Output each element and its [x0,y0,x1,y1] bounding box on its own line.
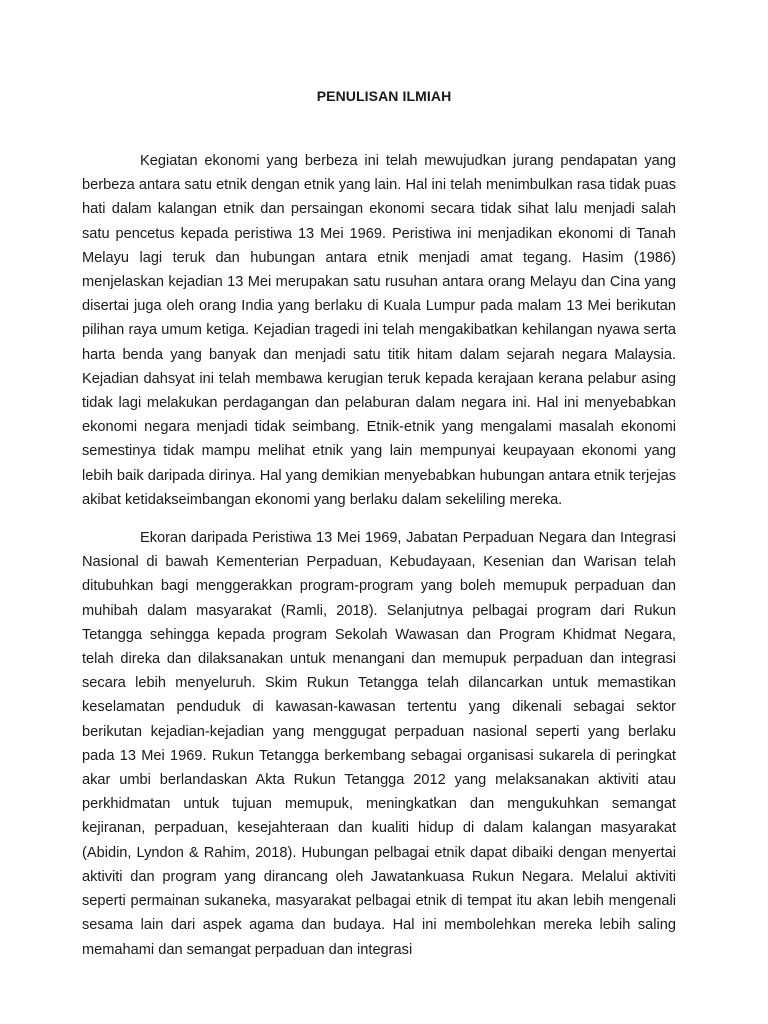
page-title: PENULISAN ILMIAH [316,88,452,104]
paragraph: Ekoran daripada Peristiwa 13 Mei 1969, Jabatan Perpaduan Negara dan Integrasi Nasional di bawah Kementerian Perpaduan, Kebudayaan, Kesenian dan Warisan telah ditubuhkan bagi menggerakkan program-program yang boleh memupuk perpaduan dan muhibah dalam masyarakat (Ramli, 2018). Selanjutnya pelbagai program dari Rukun Tetangga sehingga kepada program Sekolah Wawasan dan Program Khidmat Negara, telah direka dan dilaksanakan untuk menangani dan memupuk perpaduan dan integrasi secara lebih menyeluruh. Skim Rukun Tetangga telah dilancarkan untuk memastikan keselamatan penduduk di kawasan-kawasan tertentu yang dikenali sebagai sektor berikutan kejadian-kejadian yang menggugat perpaduan nasional seperti yang berlaku pada 13 Mei 1969. Rukun Tetangga berkembang sebagai organisasi sukarela di peringkat akar umbi berlandaskan Akta Rukun Tetangga 2012 yang melaksanakan aktiviti atau perkhidmatan untuk tujuan memupuk, meningkatkan dan mengukuhkan semangat kejiranan, perpaduan, kesejahteraan dan kualiti hidup di dalam kalangan masyarakat (Abidin, Lyndon & Rahim, 2018). Hubungan pelbagai etnik dapat dibaiki dengan menyertai aktiviti dan program yang dirancang oleh Jawatankuasa Rukun Negara. Melalui aktiviti seperti permainan sukaneka, masyarakat pelbagai etnik di tempat itu akan lebih mengenali sesama lain dari aspek agama dan budaya. Hal ini membolehkan mereka lebih saling memahami dan semangat perpaduan dan integrasi [82,530,676,958]
paragraph: Kegiatan ekonomi yang berbeza ini telah mewujudkan jurang pendapatan yang berbeza antara satu etnik dengan etnik yang lain. Hal ini telah menimbulkan rasa tidak puas hati dalam kalangan etnik dan persaingan ekonomi secara tidak sihat lalu menjadi salah satu pencetus kepada peristiwa 13 Mei 1969. Peristiwa ini menjadikan ekonomi di Tanah Melayu lagi teruk dan hubungan antara etnik menjadi amat tegang. Hasim (1986) menjelaskan kejadian 13 Mei merupakan satu rusuhan antara orang Melayu dan Cina yang disertai juga oleh orang India yang berlaku di Kuala Lumpur pada malam 13 Mei berikutan pilihan raya umum ketiga. Kejadian tragedi ini telah mengakibatkan kehilangan nyawa serta harta benda yang banyak dan menjadi satu titik hitam dalam sejarah negara Malaysia. Kejadian dahsyat ini telah membawa kerugian teruk kepada kerajaan kerana pelabur asing tidak lagi melakukan perdagangan dan pelaburan dalam negara ini. Hal ini menyebabkan ekonomi negara menjadi tidak seimbang. Etnik-etnik yang mengalami masalah ekonomi semestinya tidak mampu melihat etnik yang lain mempunyai keupayaan ekonomi yang lebih baik daripada dirinya. Hal yang demikian menyebabkan hubungan antara etnik terjejas akibat ketidakseimbangan ekonomi yang berlaku dalam sekeliling mereka. [82,153,676,508]
document-body [82,149,676,976]
